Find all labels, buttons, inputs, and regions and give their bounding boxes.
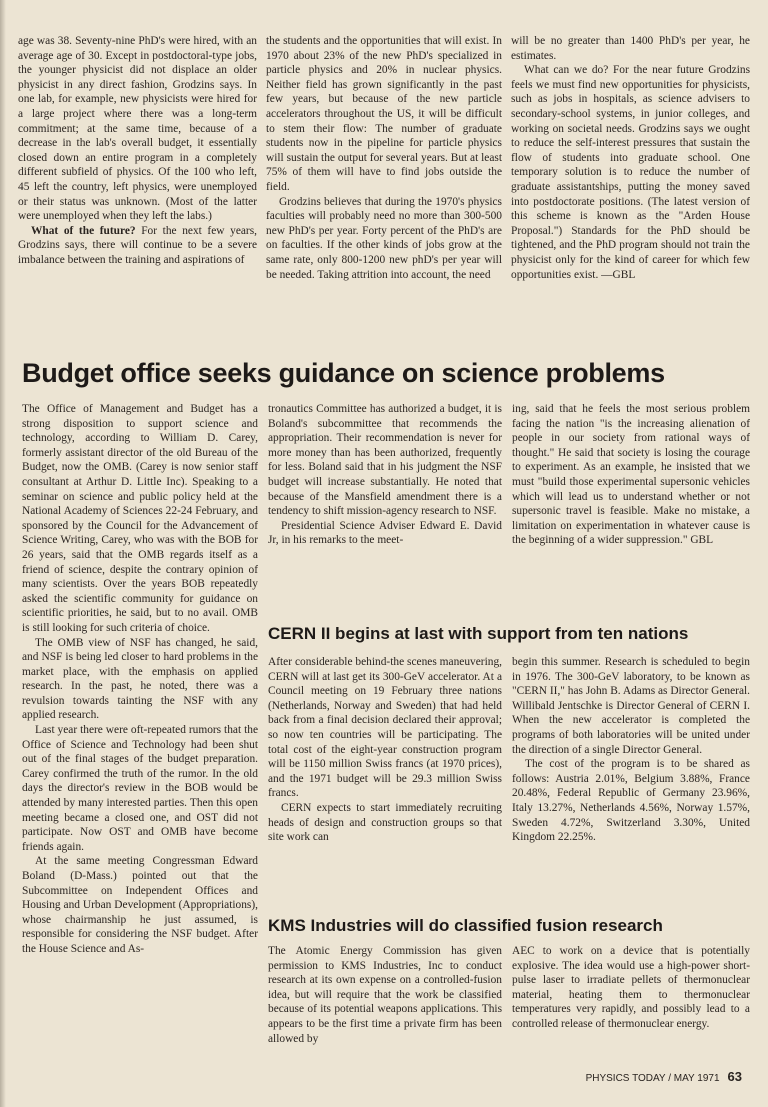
paragraph-text: Last year there were oft-repeated rumors that the Office of Science and Technology had been shut out of the final stages of the budget preparation. Carey confirmed the truth of the rumor. In the old days the director's review in the BOB would be attended by many interested parties. Then this open meeting became a closed one, and OST did not participate. Now OST and OMB have become friends again. [22,724,258,853]
page-footer [586,1069,742,1084]
paragraph-text: tronautics Committee has authorized a budget, it is Boland's subcommittee that recommends the appropriation. Their recommendation is never for more money than has been authorized, frequently for less. Boland said that in his judgment the NSF budget will increase substantially. He noted that because of the Mansfield amendment there is a tendency to shift mission-agency research to NSF. [268,403,502,518]
paragraph [268,944,502,1046]
paragraph-text: Grodzins believes that during the 1970's physics faculties will probably need no more than 300-500 new PhD's per year. Forty percent of the PhD's are on faculties. If the other kinds of jobs grow at the same rate, only 800-1200 new phD's per year will be needed. Taking attrition into account, the need [266,195,502,281]
paragraph-text: Presidential Science Adviser Edward E. David Jr, in his remarks to the meet- [268,519,502,547]
paragraph [511,34,750,63]
paragraph-text: The OMB view of NSF has changed, he said, and NSF is being led closer to hard problems in the market place, with the emphasis on applied research. In the past, he noted, there was a revulsion towards tainting the NSF with any applied research. [22,636,258,722]
paragraph [268,801,502,845]
cern-column-1 [268,655,502,885]
kms-column-2 [512,944,750,1064]
paragraph [512,402,750,548]
paragraph [511,63,750,282]
top-column-3 [511,34,750,364]
paragraph [266,34,502,195]
paragraph [18,224,257,268]
kms-headline: KMS Industries will do classified fusion research [268,916,663,935]
paragraph-text: AEC to work on a device that is potentially explosive. The idea would use a high-power short-pulse laser to irradiate pellets of thermonuclear material, heating them to thermonuclear temperatures very rapidly, and possibly lead to a controlled release of thermonuclear energy. [512,945,750,1030]
paragraph-text: ing, said that he feels the most serious problem facing the nation "is the increasing alienation of people in our society from rational ways of thought." He said that society is losing the courage to experiment. As an example, he insisted that we must "build those experimental supersonic vehicles which will lead us to understand whether or not supersonic travel is feasible. Make no mistake, a limitation on experimentation in whatever cause is the beginning of a wider suppression." GBL [512,403,750,547]
paragraph [22,854,258,956]
journal-issue: PHYSICS TODAY / MAY 1971 [585,1073,720,1084]
budget-column-1 [22,402,258,1062]
paragraph [268,402,502,519]
paragraph-lead: What of the future? [31,224,136,237]
page-number: 63 [727,1069,742,1084]
paragraph-text: After considerable behind-the scenes maneuvering, CERN will at last get its 300-GeV accelerator. At a Council meeting on 19 February three nations (Netherlands, Norway and Sweden) that had held back from a final decision declared their approval; so now ten countries will be participating. The total cost of the eight-year construction program will be 1150 million Swiss francs (at 1970 prices), and the 1971 budget will be 29.3 million Swiss francs. [268,656,502,800]
top-column-1 [18,34,257,364]
paragraph [268,655,502,801]
budget-column-3 [512,402,750,612]
paragraph [268,519,502,548]
page-binding-shadow [0,0,6,1107]
paragraph-text: CERN expects to start immediately recruiting heads of design and construction groups so that site work can [268,801,502,844]
paragraph-text: What can we do? For the near future Grodzins feels we must find new opportunities for physicists, such as jobs in hospitals, as science advisers to secondary-school systems, in junior colleges, and working on societal needs. Grodzins says we ought to reduce the self-interest pressures that sustain the flow of students into graduate school. One temporary solution is to reduce the number of graduate assistantships, putting the money saved into postdoctorate positions. (The latest version of this scheme is known as the "Arden House Proposal.") Standards for the PhD should be tightened, and the PhD program should not train the physicist only for the kind of career for which few opportunities exist. —GBL [511,64,750,281]
paragraph [22,402,258,636]
paragraph-text: The Atomic Energy Commission has given permission to KMS Industries, Inc to conduct research at its own expense on a controlled-fusion idea, but will require that the work be classified because of its potential weapons applications. This appears to be the first time a private firm has been allowed by [268,945,502,1045]
top-column-2 [266,34,502,364]
paragraph [22,636,258,724]
paragraph-text: the students and the opportunities that will exist. In 1970 about 23% of the new PhD's specialized in particle physics and 20% in nuclear physics. Neither field has grown significantly in the past few years, but because of the new particle accelerators throughout the US, it will be difficult to stem their flow: The number of graduate students now in the pipeline for particle physics will sustain the output for several years. But at least 75% of them will have to find jobs outside the field. [266,35,502,193]
paragraph [512,757,750,845]
paragraph-text: The cost of the program is to be shared as follows: Austria 2.01%, Belgium 3.88%, France 20.48%, Federal Republic of Germany 23.96%, Italy 13.27%, Netherlands 4.56%, Norway 1.57%, Sweden 4.72%, Switzerland 3.30%, United Kingdom 22.25%. [512,758,750,844]
paragraph [512,655,750,757]
paragraph-text: begin this summer. Research is scheduled to begin in 1976. The 300-GeV laboratory, to be known as "CERN II," has John B. Adams as Director General. Willibald Jentschke is Director General of CERN I. When the new accelerator is completed the programs of both laboratories will be united under the direction of a single Director General. [512,656,750,756]
paragraph [266,195,502,283]
paragraph [22,723,258,854]
budget-headline: Budget office seeks guidance on science problems [22,358,665,388]
paragraph-text: At the same meeting Congressman Edward Boland (D-Mass.) pointed out that the Subcommittee on Independent Offices and Housing and Urban Development (Appropriations), whose chairmanship he just assumed, is responsible for considering the NSF budget. After the House Science and As- [22,855,258,955]
paragraph-text: For the next few years, Grodzins says, there will continue to be a severe imbalance between the training and aspirations of [18,224,257,266]
cern-headline: CERN II begins at last with support from ten nations [268,624,689,643]
kms-column-1 [268,944,502,1064]
paragraph [512,944,750,1032]
budget-column-2 [268,402,502,612]
paragraph [18,34,257,224]
paragraph-text: age was 38. Seventy-nine PhD's were hired, with an average age of 30. Except in postdoctoral-type jobs, the younger physicist did not displace an older physicist in any direct fashion, Grodzins says. In one lab, for example, new physicists were hired for a large project where there was a long-term commitment; at the same time, because of a decrease in the lab's overall budget, it essentially closed down an entire program in a completely different subfield of physics. Of the 100 who left, 45 left the country, left physics, were unemployed or their status was unknown. (Most of the latter were unemployed when they left the labs.) [18,35,257,223]
cern-column-2 [512,655,750,885]
paragraph-text: will be no greater than 1400 PhD's per year, he estimates. [511,35,750,62]
paragraph-text: The Office of Management and Budget has a strong disposition to support science and technology, according to William D. Carey, formerly assistant director of the old Bureau of the Budget, now the OMB. (Carey is now senior staff consultant at Arthur D. Little Inc). Speaking to a seminar on science and public policy held at the National Academy of Sciences 22-24 February, and sponsored by the Council for the Advancement of Science Writing, Carey, who was with the BOB for 26 years, said that the OMB regards itself as a friend of science, despite the contrary opinion of many scientists. Over the years BOB repeatedly asked the scientific community for guidance on scientific priorities, he said, but to no avail. OMB is still looking for such criteria of choice. [22,403,258,634]
